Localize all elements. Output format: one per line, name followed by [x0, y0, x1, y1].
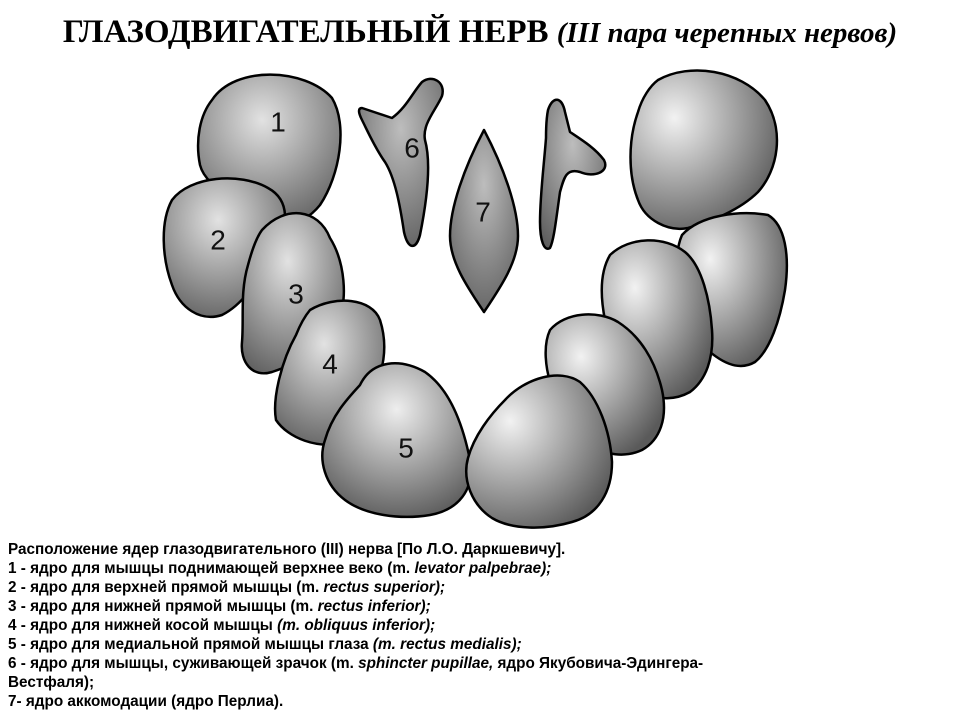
caption-item-1-text: 1 - ядро для мышцы поднимающей верхнее веко (m.	[8, 560, 415, 577]
caption-item-1	[8, 559, 948, 578]
caption-item-5-latin: (m. rectus medialis);	[372, 636, 522, 653]
label-1: 1	[270, 106, 286, 138]
caption-item-5-text: 5 - ядро для медиальной прямой мышцы глаза	[8, 636, 373, 653]
caption-item-3-latin: rectus inferior);	[317, 598, 431, 615]
label-6: 6	[404, 132, 420, 164]
title-subtitle: (III пара черепных нервов)	[556, 17, 898, 49]
label-4: 4	[322, 348, 338, 380]
title-main: ГЛАЗОДВИГАТЕЛЬНЫЙ НЕРВ	[62, 14, 549, 50]
caption-item-5	[8, 635, 948, 654]
label-7: 7	[475, 196, 491, 228]
caption-item-2-latin: rectus superior);	[323, 579, 446, 596]
caption-item-6-text: 6 - ядро для мышцы, суживающей зрачок (m.	[8, 655, 359, 672]
caption-item-7-text: 7- ядро аккомодации (ядро Перлиа).	[8, 693, 284, 710]
nucleus-6-right-shape	[540, 100, 605, 249]
caption-item-4-latin: (m. obliquus inferior);	[277, 617, 436, 634]
caption-item-1-latin: levator palpebrae);	[414, 560, 552, 577]
label-3: 3	[288, 278, 304, 310]
caption-item-3-text: 3 - ядро для нижней прямой мышцы (m.	[8, 598, 318, 615]
caption-item-6-cont-text: Вестфаля);	[8, 674, 95, 691]
nucleus-right-top-shape	[631, 70, 777, 228]
caption-item-6	[8, 654, 948, 673]
nucleus-right-5-shape	[466, 376, 612, 528]
caption-item-6-cont	[8, 673, 948, 692]
caption-item-4-text: 4 - ядро для нижней косой мышцы	[8, 617, 278, 634]
diagram-caption	[8, 540, 948, 711]
label-2: 2	[210, 224, 226, 256]
caption-item-2-text: 2 - ядро для верхней прямой мышцы (m.	[8, 579, 324, 596]
caption-item-6-latin: sphincter pupillae,	[358, 655, 494, 672]
caption-item-2	[8, 578, 948, 597]
caption-heading: Расположение ядер глазодвигательного (III) нерва [По Л.О. Даркшевичу].	[8, 541, 566, 558]
caption-item-7	[8, 692, 948, 711]
caption-item-3	[8, 597, 948, 616]
caption-item-4	[8, 616, 948, 635]
nucleus-6-shape	[359, 79, 443, 246]
caption-item-6-tail: ядро Якубовича-Эдингера-	[493, 655, 704, 672]
label-5: 5	[398, 432, 414, 464]
